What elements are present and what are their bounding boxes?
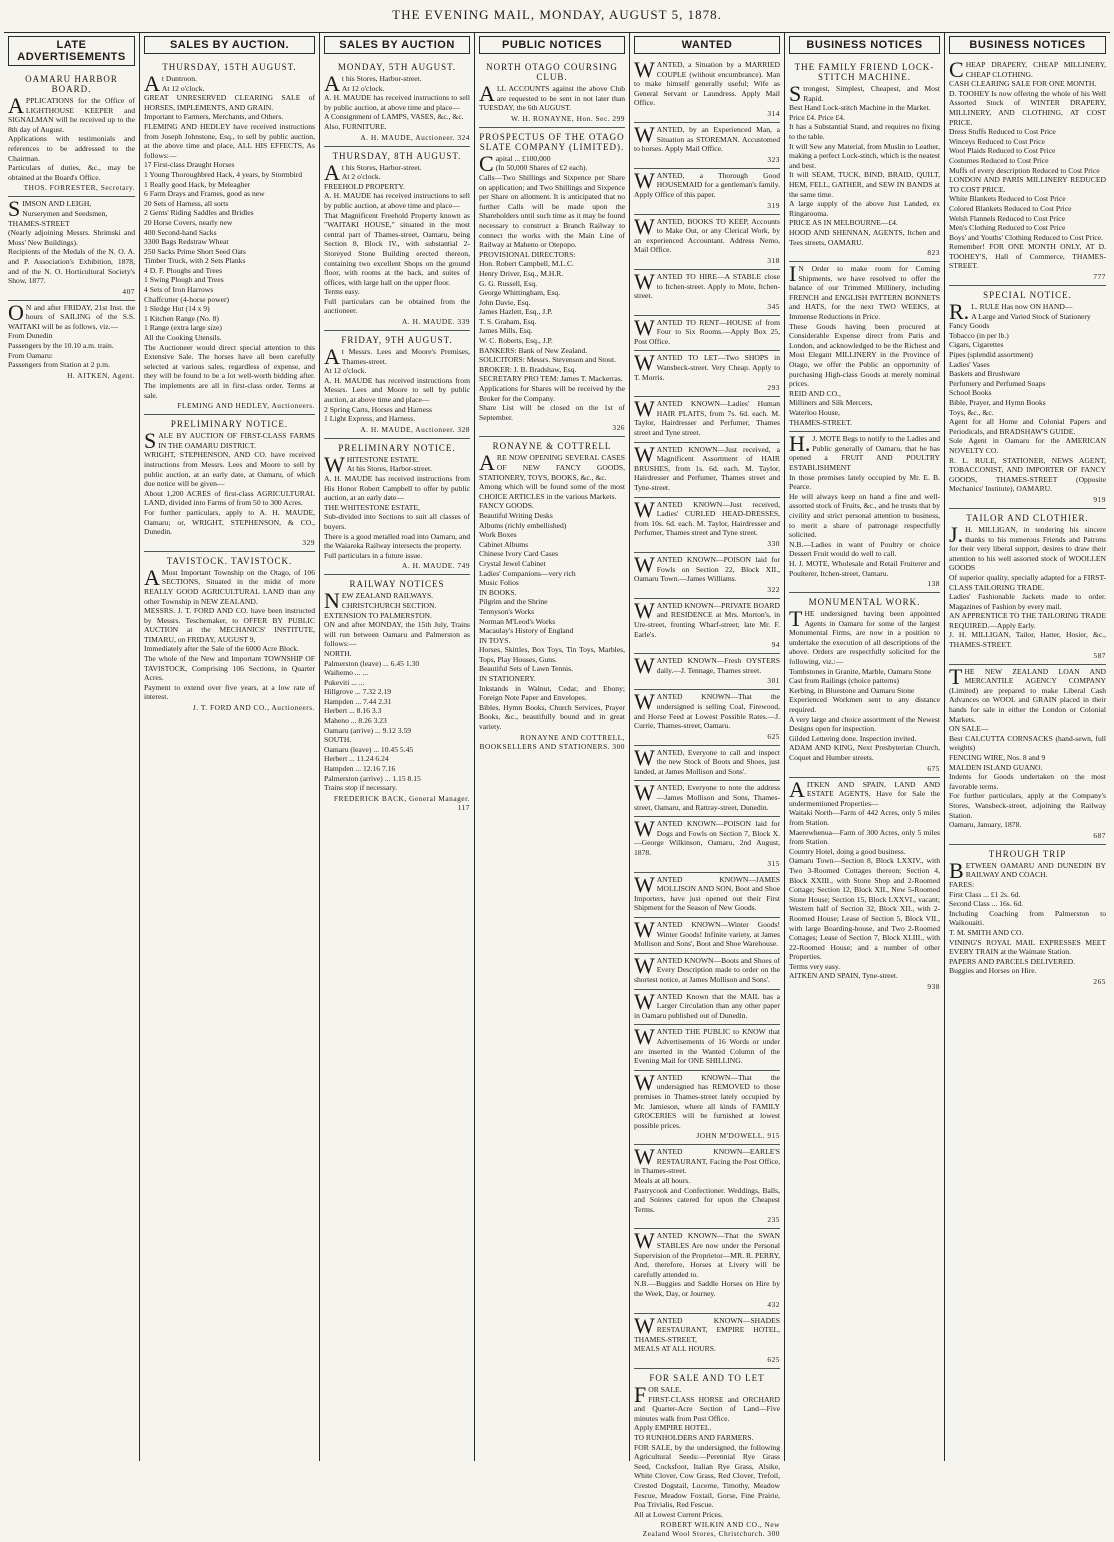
advertisement-body: THE undersigned having been appointed Agents in Oamaru for some of the largest Monumental Firms, are now in a position to undertake the execution of all descriptions of the above. Orders are respectfully solicited for the following, viz.:— Tombstones in Granite, Marble, Oamaru Stone Cast from Railings (choice patterns) Kerbing, in Bluestone and Oamaru Stone Experienced Workmen sent to any distance required. A very large and choice assortment of the Newest Designs open for inspection. Gilded Lettering done. Inspection invited. ADAM AND KING, Next Presbyterian Church, Coquet and Humber streets. bbox=[789, 606, 940, 762]
advertisement bbox=[634, 1369, 780, 1542]
advertisement-signature: 314 bbox=[767, 108, 780, 118]
advertisement-body: FOR SALE. FIRST-CLASS HORSE and ORCHARD and Quarter-Acre Section of Land—Five minutes walk from Post Office. Apply EMPIRE HOTEL. TO RUNHOLDERS AND FARMERS. FOR SALE, by the undersigned, the following Agricultural Seeds:—Perennial Rye Grass Seed, Cocksfoot, Italian Rye Grass, Alsike, White Clover, Cow Grass, Red Clover, Trefoil, Crested Dogstail, Lucerne, Timothy, Meadow Fescue, Meadow Foxtail, Gorse, Fine Prairie, Poa Trivialis, Red Fescue. All at Lowest Current Prices. bbox=[634, 1381, 780, 1519]
advertisement-signature: A. H. MAUDE, Auctioneer. 328 bbox=[360, 424, 470, 434]
column-header: BUSINESS NOTICES bbox=[949, 36, 1106, 54]
advertisement-heading: SPECIAL NOTICE. bbox=[983, 290, 1072, 301]
advertisement-heading: THURSDAY, 8TH AUGUST. bbox=[332, 150, 462, 161]
advertisement bbox=[634, 123, 780, 169]
advertisement bbox=[324, 331, 470, 439]
advertisement-body: WANTED KNOWN—JAMES MOLLISON AND SON, Boot and Shoe Importers, have just opened out their First Shipment for the Season of New Goods. bbox=[634, 871, 780, 913]
advertisement-body: WANTED KNOWN—Just received, Ladies' CURLED HEAD-DRESSES, from 10s. 6d. each. M. Taylor, Hairdresser and Perfumer, Thames street and Tyne street. bbox=[634, 496, 780, 538]
column-header: LATE ADVERTISEMENTS bbox=[8, 36, 135, 66]
advertisement-body: ON and after FRIDAY, 21st Inst. the hours of SAILING of the S.S. WAITAKI will be as follows, viz.— From Dunedin Passengers by the 10.10 a.m. train. From Oamaru: Passengers from Station at 2 p.m. bbox=[8, 299, 135, 370]
advertisement-body: WANTED, by an Experienced Man, a Situation as STOREMAN. Accustomed to horses. Apply Mail Office. bbox=[634, 121, 780, 154]
advertisement bbox=[949, 509, 1106, 665]
advertisement-body: WANTED Known that the MAIL has a Larger Circulation than any other paper in Oamaru published out of Dunedin. bbox=[634, 988, 780, 1020]
advertisement-signature: 919 bbox=[1093, 494, 1106, 504]
advertisement-signature: 322 bbox=[767, 584, 780, 594]
column-header: PUBLIC NOTICES bbox=[479, 36, 625, 54]
advertisement-signature: 318 bbox=[767, 255, 780, 265]
advertisement-body: WHITESTONE ESTATE. At his Stores, Harbor-street. A. H. MAUDE has received instructions from His Honor Robert Campbell to offer by public auction, at an early date— THE WHITESTONE ESTATE, Sub-divided into Sections to suit all classes of buyers. There is a good metalled road into Oamaru, and the Waiareka Railway intersects the property. Full particulars in a future issue. bbox=[324, 451, 470, 560]
advertisement-heading: MONUMENTAL WORK. bbox=[808, 597, 921, 608]
column-header: SALES BY AUCTION. bbox=[144, 36, 315, 54]
advertisement bbox=[8, 70, 135, 197]
columns-container bbox=[4, 32, 1110, 1539]
advertisement-heading: PROSPECTUS OF THE OTAGO SLATE COMPANY (LIMITED). bbox=[479, 131, 625, 152]
advertisement-signature: 319 bbox=[767, 200, 780, 210]
advertisement-signature: 301 bbox=[767, 676, 780, 686]
advertisement bbox=[789, 58, 940, 262]
advertisement-signature: A. H. MAUDE, Auctioneer. 324 bbox=[360, 132, 470, 142]
advertisement bbox=[479, 58, 625, 128]
advertisement-signature: 235 bbox=[767, 1215, 780, 1225]
advertisement-body: WANTED KNOWN—EARLE'S RESTAURANT, Facing the Post Office, in Thames-street. Meals at all hours. Pastrycook and Confectioner. Weddings, Balls, and Soirees catered for upon the Cheapest Terms. bbox=[634, 1144, 780, 1214]
advertisement-signature: 823 bbox=[927, 248, 940, 258]
advertisement-body: WANTED KNOWN—Ladies' Human HAIR PLAITS, from 7s. 6d. each. M. Taylor, Hairdresser and Perfumer, Thames street and Tyne street. bbox=[634, 396, 780, 438]
advertisement bbox=[789, 593, 940, 778]
advertisement-signature: 675 bbox=[927, 763, 940, 773]
column-1 bbox=[4, 33, 139, 1461]
advertisement-body: SIMSON AND LEIGH, Nurserymen and Seedsmen, THAMES-STREET (Nearly adjoining Messrs. Shrimski and Moss' New Buildings). Recipients of the Medals of the N. O. A. and P. Association's Exhibition, 1878, and of the N. O. Horticultural Society's Show, 1877. bbox=[8, 196, 135, 286]
advertisement bbox=[634, 351, 780, 397]
advertisement-body: WANTED THE PUBLIC to KNOW that Advertisements of 16 Words or under are inserted in the Wanted Column of the Evening Mail for ONE SHILLING. bbox=[634, 1024, 780, 1066]
advertisement-signature: 345 bbox=[767, 301, 780, 311]
advertisement-heading: TAILOR AND CLOTHIER. bbox=[966, 512, 1089, 523]
advertisement-signature: 777 bbox=[1093, 272, 1106, 282]
advertisement-heading: RONAYNE & COTTRELL bbox=[492, 441, 612, 452]
column-4 bbox=[474, 33, 629, 1461]
advertisement bbox=[634, 1145, 780, 1229]
advertisement bbox=[144, 58, 315, 415]
advertisement-signature: 323 bbox=[767, 154, 780, 164]
advertisement bbox=[949, 286, 1106, 509]
advertisement bbox=[634, 316, 780, 352]
advertisement-body: WANTED KNOWN—That the undersigned is selling Coal, Firewood, and Horse Feed at Lowest Possible Rates.—J. Currie, Thames-street, Oamaru. bbox=[634, 689, 780, 731]
advertisement-body: At Messrs. Lees and Moore's Premises, Thames-street. At 12 o'clock. A. H. MAUDE has received instructions from Messrs. Lees and Moore to sell by public auction, at above time and place— 2 Spring Carts, Horses and Harness 1 Light Express, and Harness. bbox=[324, 344, 470, 424]
advertisement-signature: JOHN M'DOWELL. 915 bbox=[696, 1131, 780, 1141]
advertisement-signature: J. T. FORD AND CO., Auctioneers. bbox=[192, 703, 315, 713]
advertisement-signature: 625 bbox=[767, 1354, 780, 1364]
advertisement-heading: FRIDAY, 9TH AUGUST. bbox=[341, 335, 453, 346]
advertisement bbox=[634, 599, 780, 654]
advertisement bbox=[634, 215, 780, 270]
advertisement-body: AITKEN AND SPAIN, LAND AND ESTATE AGENTS, Have for Sale the undermentioned Properties— Waitaki North—Farm of 442 Acres, only 5 miles from Station. Maerewhenua—Farm of 300 Acres, only 5 miles from Station. Country Hotel, doing a good business. Oamaru Town—Section 8, Block LXXIV., with Two 3-Roomed Cottages thereon; Section 4, Block XXIII., with Stone Shop and 2-Roomed Cottage; Section 12, Block XII., New 5-Roomed Stone House; Section 15, Block LXXVI., vacant; Western half of Section 32, Block XII., with 2-Roomed House; Lease of Section 5, Block VII., with large Boarding-house, and Two 2-Roomed Cottages; Lease of Section 7, Block XLIII., with 22-Roomed House; and a number of other Properties. Terms very easy. AITKEN AND SPAIN, Tyne-street. bbox=[789, 776, 940, 981]
advertisement-body: WANTED KNOWN—That the undersigned has REMOVED to those premises in Thames-street lately occupied by Mr. Jamieson, where all kinds of FAMILY GROCERIES will be furnished at lowest possible prices. bbox=[634, 1069, 780, 1130]
advertisement-signature: 687 bbox=[1093, 830, 1106, 840]
advertisement-signature: ROBERT WILKIN AND CO., New Zealand Wool Stores, Christchurch. 300 bbox=[642, 1520, 780, 1539]
advertisement-body: ALL ACCOUNTS against the above Club are requested to be sent in not later than TUESDAY, the 6th AUGUST. bbox=[479, 81, 625, 113]
advertisement-heading: MONDAY, 5TH AUGUST. bbox=[337, 62, 457, 72]
advertisement bbox=[634, 781, 780, 817]
advertisement-signature: 432 bbox=[767, 1299, 780, 1309]
advertisement bbox=[634, 270, 780, 316]
advertisement-heading: THURSDAY, 15TH AUGUST. bbox=[162, 62, 297, 72]
advertisement bbox=[634, 918, 780, 954]
advertisement bbox=[634, 990, 780, 1026]
advertisement-heading: NORTH OTAGO COURSING CLUB. bbox=[486, 62, 618, 82]
advertisement-body: J.H. MILLIGAN, in tendering his sincere thanks to his numerous Friends and Patrons for their very liberal support, desires to draw their attention to his well assorted stock of WOOLLEN GOODS Of superior quality, specially adapted for a FIRST-CLASS TAILORING TRADE. Ladies' Fashionable Jackets made to order. Magazines of Fashion by every mail. AN APPRENTICE TO THE TAILORING TRADE REQUIRED.—Apply Early. J. H. MILLIGAN, Tailor, Hatter, Hosier, &c., THAMES-STREET. bbox=[949, 521, 1106, 650]
advertisement-signature: RONAYNE AND COTTRELL, BOOKSELLERS AND STATIONERS. 300 bbox=[479, 732, 625, 751]
advertisement bbox=[634, 690, 780, 745]
advertisement bbox=[8, 301, 135, 384]
column-3 bbox=[319, 33, 474, 1461]
advertisement-signature: 293 bbox=[767, 383, 780, 393]
column-6 bbox=[784, 33, 944, 1461]
advertisement-body: WANTED KNOWN—SHADES RESTAURANT, EMPIRE HOTEL, THAMES-STREET, MEALS AT ALL HOURS. bbox=[634, 1312, 780, 1354]
advertisement-body: At his Stores, Harbor-street. At 2 o'clock. FREEHOLD PROPERTY. A. H. MAUDE has received instructions to sell by public auction, at above time and place— That Magnificent Freehold Property known as "WAITAKI HOUSE," situated in the most central part of Thames-street, Oamaru, being Section 8, Block IV., with substantial 2-Storeyed Stone Building erected thereon, containing two excellent Shops on the ground floor, with rooms at the back, and suites of offices, with large hall on the upper floor. Terms easy. Full particulars can be obtained from the auctioneer. bbox=[324, 159, 470, 316]
advertisement bbox=[634, 1071, 780, 1146]
advertisement-heading: PRELIMINARY NOTICE. bbox=[170, 419, 289, 430]
advertisement bbox=[144, 552, 315, 716]
advertisement-body: At Duntroon. At 12 o'clock. GREAT UNRESERVED CLEARING SALE of HORSES, IMPLEMENTS, AND GRAIN. Important to Farmers, Merchants, and Others. FLEMING AND HEDLEY have received instructions from Joseph Johnstone, Esq., to sell by public auction, at the above time and place, ALL HIS EFFECTS, As follows:— 17 First-class Draught Horses 1 Young Thoroughbred Hack, 4 years, by Stormbird 1 Really good Hack, by Meleagher 6 Farm Drays and Frames, good as new 20 Sets of Harness, all sorts 2 Gents' Riding Saddles and Bridles 20 Horse Covers, nearly new 400 Second-hand Sacks 3300 Bags Redstraw Wheat 250 Sacks Prime Short Seed Oats Timber Truck, with 2 Sets Planks 4 D. F. Ploughs and Trees 1 Swing Plough and Trees 4 Sets of Iron Harrows Chaffcutter (4-horse power) 1 Sledge Hut (14 x 9) 1 Kitchen Range (No. 8) 1 Range (extra large size) All the Cooking Utensils. The Auctioneer would direct special attention to this Extensive Sale. The horses have all been carefully selected at various sales, regardless of expense, and they will be found to be a lot well-worth bidding after. The implements are all in first-class order. Terms at sale. bbox=[144, 71, 315, 400]
advertisement-body: WANTED TO RENT—HOUSE of from Four to Six Rooms.—Apply Box 25, Post Office. bbox=[634, 314, 780, 346]
advertisement-body: ARE NOW OPENING SEVERAL CASES OF NEW FANCY GOODS, STATIONERY, TOYS, BOOKS, &c., &c. Among which will be found some of the most CHOICE ARTICLES in the various Markets. FANCY GOODS. Beautiful Writing Desks Albums (richly embellished) Work Boxes Cabinet Albums Chinese Ivory Card Cases Crystal Jewel Cabinet Ladies' Companions—very rich Music Folios IN BOOKS. Pilgrim and the Shrine Tennyson's Works Norman M'Leod's Works Macaulay's History of England IN TOYS. Horses, Skittles, Box Toys, Tin Toys, Marbles, Tops, Play Houses, Guns. Beautiful Sets of Lawn Tennis. IN STATIONERY. Inkstands in Walnut, Cedar, and Ebony; Foreign Note Paper and Envelopes. Bibles, Hymn Books, Church Services, Prayer Books, &c., beautifully bound and in great variety. bbox=[479, 450, 625, 732]
advertisement-body: WANTED KNOWN—That the SWAN STABLES Are now under the Personal Supervision of the Proprietor—MR. R. PERRY, And, therefore, Horses at Livery will be carefully attended to. N.B.—Buggies and Saddle Horses on Hire by the Week, Day, or Journey. bbox=[634, 1228, 780, 1298]
advertisement-body: APPLICATIONS for the Office of LIGHTHOUSE KEEPER and SIGNALMAN will be received up to the 8th day of August. Applications with testimonials and references to be addressed to the Chairman. Particulars of duties, &c., may be obtained at the Board's Office. bbox=[8, 93, 135, 182]
column-header: SALES BY AUCTION bbox=[324, 36, 470, 54]
advertisement-body: WANTED KNOWN—Boots and Shoes of Every Description made to order on the shortest notice, at James Mollison and Sons'. bbox=[634, 952, 780, 984]
advertisement-heading: RAILWAY NOTICES bbox=[349, 579, 445, 590]
advertisement-signature: 265 bbox=[1093, 976, 1106, 986]
advertisement-signature: H. AITKEN, Agent. bbox=[67, 370, 135, 380]
advertisement bbox=[634, 498, 780, 553]
advertisement bbox=[324, 575, 470, 815]
advertisement bbox=[634, 654, 780, 690]
advertisement-body: CHEAP DRAPERY, CHEAP MILLINERY, CHEAP CLOTHING. CASH CLEARING SALE FOR ONE MONTH. D. TOOHEY Is now offering the whole of his Well Assorted Stock of WINTER DRAPERY, MILLINERY, AND CLOTHING, AT COST PRICE. Dress Stuffs Reduced to Cost Price Winceys Reduced to Cost Price Wool Plaids Reduced to Cost Price Costumes Reduced to Cost Price Muffs of every description Reduced to Cost Price LONDON AND PARIS MILLINERY REDUCED TO COST PRICE. White Blankets Reduced to Cost Price Colored Blankets Reduced to Cost Price Welsh Flannels Reduced to Cost Price Men's Clothing Reduced to Cost Price Boys' and Youths' Clothing Reduced to Cost Price. Remember! FOR ONE MONTH ONLY, AT D. TOOHEY'S, Hall of Commerce, THAMES-STREET. bbox=[949, 57, 1106, 271]
advertisement-body: NEW ZEALAND RAILWAYS. CHRISTCHURCH SECTION. EXTENSION TO PALMERSTON. ON and after MONDAY, the 15th July, Trains will run between Oamaru and Palmerston as follows:— NORTH. Palmerston (leave) ... 6.45 1.30 Waihemo ... ... Pukeviti ... ... Hillgrove ... 7.32 2.19 Hampden ... 7.44 2.31 Herbert ... 8.16 3.3 Maheno ... 8.26 3.23 Oamaru (arrive) ... 9.12 3.59 SOUTH. Oamaru (leave) ... 10.45 5.45 Herbert ... 11.24 6.24 Hampden ... 12.16 7.16 Palmerston (arrive) ... 1.15 8.15 Trains stop if necessary. bbox=[324, 588, 470, 793]
advertisement-body: At his Stores, Harbor-street. At 12 o'clock. A. H. MAUDE has received instructions to sell by public auction, at above time and place— A Consignment of LAMPS, VASES, &c., &c. Also, FURNITURE. bbox=[324, 71, 470, 131]
advertisement-body: WANTED KNOWN—POISON laid for Fowls on Section 22, Block XII., Oamaru Town.—James Williams. bbox=[634, 551, 780, 584]
advertisement-body: WANTED TO LET—Two SHOPS in Wansbeck-street. Very Cheap. Apply to T. Morris. bbox=[634, 350, 780, 382]
column-7 bbox=[944, 33, 1110, 1461]
advertisement-signature: 938 bbox=[927, 982, 940, 992]
advertisement bbox=[634, 1314, 780, 1369]
advertisement-heading: OAMARU HARBOR BOARD. bbox=[25, 74, 118, 94]
advertisement-body: THE NEW ZEALAND LOAN AND MERCANTILE AGENCY COMPANY (Limited) are prepared to make Liberal Cash Advances on WOOL and GRAIN placed in their hands for sale in either the London or Colonial Markets. ON SALE— Best CALCUTTA CORNSACKS (hand-sewn, full weights) FENCING WIRE, Nos. 8 and 9 MALDEN ISLAND GUANO. Indents for Goods undertaken on the most favorable terms. For further particulars, apply at the Company's Stores, Wansbeck-street, adjoining the Railway Station. Oamaru, January, 1878. bbox=[949, 663, 1106, 830]
advertisement-signature: 330 bbox=[767, 538, 780, 548]
advertisement-body: IN Order to make room for Coming Shipments, we have resolved to offer the balance of our Trimmed Millinery, including FRENCH and ENGLISH PATTERN BONNETS and HATS, for the next TWO WEEKS, at Immense Reductions in Price. These Goods having been procured at Considerable Expense direct from Paris and London, and acknowledged to be the Richest and Most Elegant MILLINERY in the Province of Otago, we offer the Public an opportunity of purchasing High-class Goods at merely nominal prices. REID AND CO., Milliners and Silk Mercers, Waterloo House, THAMES-STREET. bbox=[789, 261, 940, 427]
advertisement-signature: A. H. MAUDE. 339 bbox=[402, 317, 470, 327]
advertisement-body: Capital ... £100,000 (In 50,000 Shares of £2 each). Calls—Two Shillings and Sixpence per Share on application; and Two Shillings and Sixpence per Share on allotment. It is anticipated that no further Calls will be made upon the Shareholders until such time as it may be found necessary to construct a Branch Railway to connect the works with the Main Line of Railway at Maheno or Otepopo. PROVISIONAL DIRECTORS: Hon. Robert Campbell, M.L.C. Henry Driver, Esq., M.H.R. G. G. Russell, Esq. George Whittingham, Esq. John Davie, Esq. James Hazlett, Esq., J.P. T. S. Graham, Esq. James Mills, Esq. W. C. Roberts, Esq., J.P. BANKERS: Bank of New Zealand. SOLICITORS: Messrs. Stevenson and Stout. BROKER: J. B. Bradshaw, Esq. SECRETARY PRO TEM: James T. Mackerras. Applications for Shares will be received by the Broker for the Company. Share List will be closed on the 1st of September. bbox=[479, 150, 625, 422]
advertisement bbox=[634, 817, 780, 872]
advertisement-signature: FREDERICK BACK, General Manager. 117 bbox=[333, 793, 470, 812]
advertisement bbox=[634, 553, 780, 599]
advertisement bbox=[634, 169, 780, 215]
advertisement-signature: 407 bbox=[122, 286, 135, 296]
advertisement-signature: THOS. FORRESTER, Secretary. bbox=[23, 183, 135, 193]
advertisement bbox=[789, 778, 940, 995]
advertisement bbox=[634, 1229, 780, 1313]
advertisement bbox=[949, 58, 1106, 286]
advertisement-signature: 329 bbox=[302, 537, 315, 547]
advertisement bbox=[324, 58, 470, 147]
advertisement bbox=[479, 128, 625, 438]
advertisement bbox=[634, 443, 780, 498]
advertisement-signature: 94 bbox=[771, 640, 780, 650]
advertisement-signature: 315 bbox=[767, 858, 780, 868]
advertisement-heading: FOR SALE AND TO LET bbox=[649, 1372, 765, 1383]
advertisement-heading: PRELIMINARY NOTICE. bbox=[338, 442, 456, 453]
advertisement-heading: THE FAMILY FRIEND LOCK-STITCH MACHINE. bbox=[794, 62, 935, 82]
advertisement-body: WANTED, Everyone to note the address—James Mollison and Sons, Thames-street, Oamaru, and Rattray-street, Dunedin. bbox=[634, 780, 780, 812]
advertisement bbox=[324, 439, 470, 576]
column-5 bbox=[629, 33, 784, 1539]
advertisement-body: SALE BY AUCTION OF FIRST-CLASS FARMS IN THE OAMARU DISTRICT. WRIGHT, STEPHENSON, AND CO. have received instructions from Messrs. Lees and Moore to sell by public auction, at an early date, at Oamaru, of which due notice will be given— About 1,200 ACRES of first-class AGRICULTURAL LAND, divided into Farms of from 50 to 300 Acres. For further particulars, apply to A. H. MAUDE, Oamaru; or, WRIGHT, STEPHENSON, & CO., Dunedin. bbox=[144, 428, 315, 537]
advertisement-signature: FLEMING AND HEDLEY, Auctioneers. bbox=[177, 401, 315, 411]
advertisement bbox=[324, 147, 470, 332]
advertisement-body: H.J. MOTE Begs to notify to the Ladies and Public generally of Oamaru, that he has opened a FRUIT AND POULTRY ESTABLISHMENT In those premises lately occupied by Mr. E. B. Pearce. He will always keep on hand a fine and well-assorted stock of Fruits, &c., and he trusts that by civility and strict personal attention to business, to merit a share of patronage respectfully solicited. N.B.—Ladies in want of Poultry or choice Dessert Fruit would do well to call. H. J. MOTE, Wholesale and Retail Fruiterer and Poulterer, Itchen-street, Oamaru. bbox=[789, 431, 940, 578]
advertisement bbox=[634, 397, 780, 442]
column-header: BUSINESS NOTICES bbox=[789, 36, 940, 54]
advertisement-signature: W. H. RONAYNE, Hon. Sec. 299 bbox=[510, 113, 625, 123]
advertisement bbox=[8, 197, 135, 300]
advertisement-body: Strongest, Simplest, Cheapest, and Most Rapid. Best Hand Lock-stitch Machine in the Market. Price £4. Price £4. It has a Substantial Stand, and requires no fixing to the table. It will Sew any Material, from Muslin to Leather, making a perfect Lock-stitch, which is the neatest and best. It will SEAM, TUCK, BIND, BRAID, QUILT, HEM, FELL, GATHER, and SEW IN BANDS at the same time. A large supply of the above Just Landed, ex Ringarooma. PRICE AS IN MELBOURNE—£4. HOOD AND SHENNAN, AGENTS, Itchen and Tees streets, OAMARU. bbox=[789, 81, 940, 247]
advertisement bbox=[479, 437, 625, 754]
advertisement bbox=[634, 873, 780, 918]
column-header: WANTED bbox=[634, 36, 780, 54]
advertisement bbox=[634, 1025, 780, 1070]
advertisement bbox=[949, 665, 1106, 845]
advertisement bbox=[634, 58, 780, 123]
advertisement-body: WANTED KNOWN—Winter Goods! Winter Goods! Infinite variety, at James Mollison and Sons', Boot and Shoe Warehouse. bbox=[634, 917, 780, 949]
advertisement-body: WANTED, Everyone to call and inspect the new Stock of Boots and Shoes, just landed, at James Mollison and Sons'. bbox=[634, 744, 780, 776]
advertisement bbox=[634, 746, 780, 782]
advertisement-body: WANTED KNOWN—POISON laid for Dogs and Fowls on Section 7, Block X.—George Wilkinson, Oamaru, 2nd August, 1878. bbox=[634, 816, 780, 858]
advertisement-body: WANTED TO HIRE—A STABLE close to Itchen-street. Apply to Mote, Itchen-street. bbox=[634, 268, 780, 301]
advertisement-heading: TAVISTOCK. TAVISTOCK. bbox=[166, 555, 293, 566]
advertisement-body: R.L. RULE Has now ON HAND— A Large and Varied Stock of Stationery Fancy Goods Tobacco (in per lb.) Cigars, Cigarettes Pipes (splendid assortment) Ladies' Vases Baskets and Brushware Perfumery and Perfumed Soaps School Books Bible, Prayer, and Hymn Books Toys, &c., &c. Agent for all Home and Colonial Papers and Periodicals, and BRADSHAW'S GUIDE. Sole Agent in Oamaru for the AMERICAN NOVELTY CO. R. L. RULE, STATIONER, NEWS AGENT, TOBACCONIST, AND IMPORTER OF FANCY GOODS, THAMES-STREET (Opposite Mechanics' Institute), OAMARU. bbox=[949, 299, 1106, 494]
advertisement-body: WANTED, BOOKS TO KEEP, Accounts to Make Out, or any Clerical Work, by an experienced Accountant. Address Nemo, Mail Office. bbox=[634, 213, 780, 255]
advertisement-signature: 326 bbox=[612, 423, 625, 433]
advertisement-body: AMost Important Township on the Otago, of 106 SECTIONS, Situated in the midst of more REALLY GOOD AGRICULTURAL LAND than any other Township in NEW ZEALAND. MESSRS. J. T. FORD AND CO. have been instructed by Messrs. Teschemaker, to OFFER BY PUBLIC AUCTION at the MECHANICS' INSTITUTE, TIMARU, on FRIDAY, AUGUST 9, Immediately after the Sale of the 6000 Acre Block. The whole of the New and Important TOWNSHIP OF TAVISTOCK, Comprising 106 Sections, in Quarter Acres. Payment to extend over five years, at a low rate of interest. bbox=[144, 564, 315, 702]
advertisement-body: WANTED KNOWN—PRIVATE BOARD and RESIDENCE at Mrs. Morton's, in Ure-street, fronting Wharf-street; late Mr. F. Earle's. bbox=[634, 597, 780, 639]
advertisement-signature: 587 bbox=[1093, 650, 1106, 660]
advertisement bbox=[144, 415, 315, 552]
advertisement-signature: 138 bbox=[927, 579, 940, 589]
advertisement bbox=[789, 432, 940, 593]
advertisement-body: WANTED KNOWN—Just received, a Magnificent Assortment of HAIR BRUSHES, from 1s. 6d. each. M. Taylor, Hairdresser and Perfumer, Thames street and Tyne-street. bbox=[634, 441, 780, 492]
advertisement-body: WANTED, a Thorough Good HOUSEMAID for a gentleman's family. Apply Office of this paper. bbox=[634, 167, 780, 199]
advertisement bbox=[634, 954, 780, 990]
masthead: THE EVENING MAIL, MONDAY, AUGUST 5, 1878. bbox=[392, 7, 722, 22]
advertisement-body: WANTED KNOWN—Fresh OYSTERS daily.—J. Tennage, Thames street. bbox=[634, 653, 780, 679]
advertisement-body: BETWEEN OAMARU AND DUNEDIN BY RAILWAY AND COACH. FARES: First Class ... £1 2s. 6d. Second Class ... 16s. 6d. Including Coaching from Palmerston to Waikouaiti. T. M. SMITH AND CO. VINING'S ROYAL MAIL EXPRESSES MEET EVERY TRAIN at the Waimate Station. PAPERS AND PARCELS DELIVERED. Buggies and Horses on Hire. bbox=[949, 857, 1106, 976]
advertisement-heading: THROUGH TRIP bbox=[988, 848, 1067, 859]
advertisement-signature: 625 bbox=[767, 731, 780, 741]
advertisement-body: WANTED, a Situation by a MARRIED COUPLE (without encumbrance). Man to make himself generally useful; Wife as General Servant or Laundress. Apply Mail Office. bbox=[634, 57, 780, 108]
column-2 bbox=[139, 33, 319, 1461]
advertisement bbox=[789, 262, 940, 432]
advertisement-signature: A. H. MAUDE. 749 bbox=[402, 561, 470, 571]
advertisement bbox=[949, 845, 1106, 990]
